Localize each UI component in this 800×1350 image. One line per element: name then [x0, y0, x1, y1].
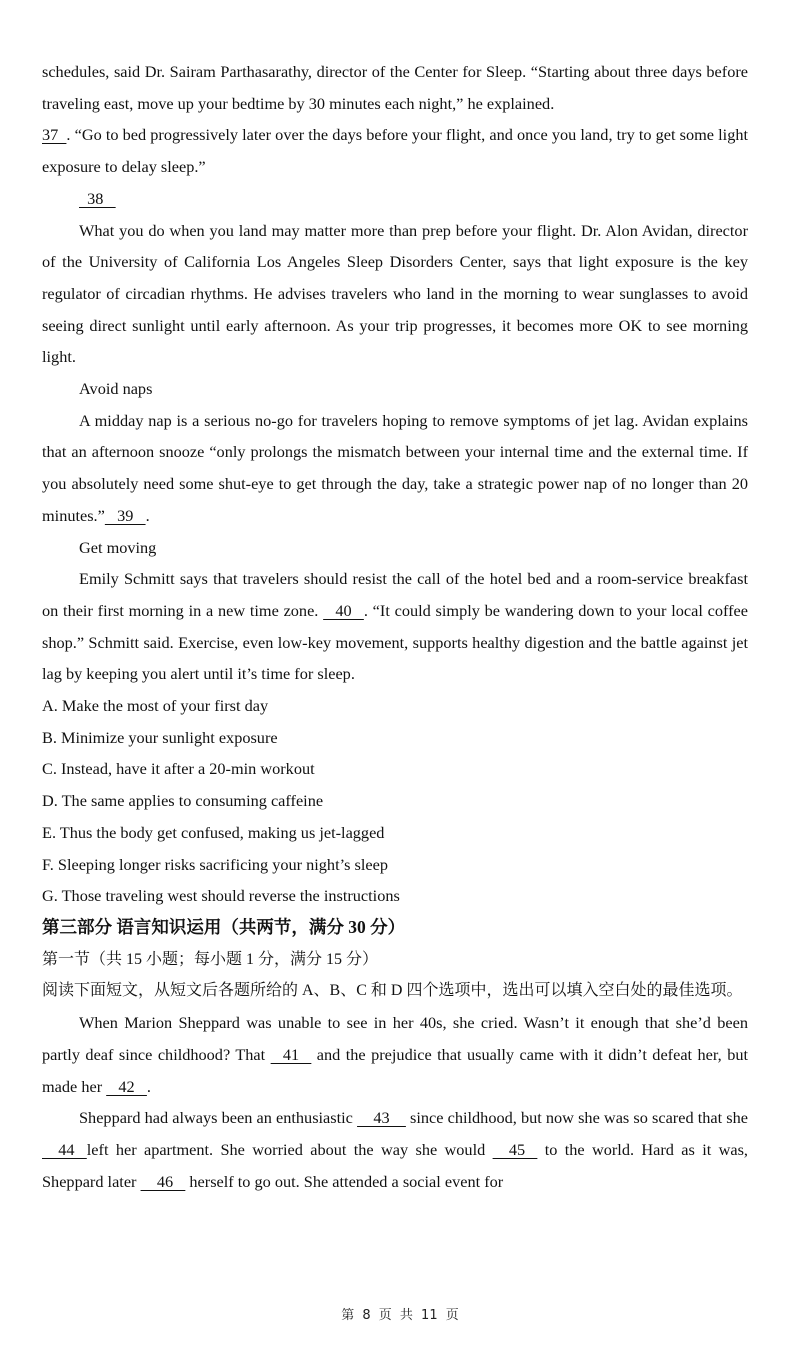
blank-37: 37: [42, 125, 67, 145]
passage-jet-lag: [42, 56, 748, 912]
paragraph-avidan-light: What you do when you land may matter more than prep before your flight. Dr. Alon Avidan, director of the University of California Los Angeles Sleep Disorders Center, says that light exposure is the key regulator of circadian rhythms. He advises travelers who land in the morning to wear sunglasses to avoid seeing direct sunlight until early afternoon. As your trip progresses, it becomes more OK to see morning light.: [42, 220, 748, 367]
option-f: F. Sleeping longer risks sacrificing your night’s sleep: [42, 854, 388, 874]
page-footer: 第 8 页 共 11 页: [341, 1308, 459, 1323]
option-g: G. Those traveling west should reverse the instructions: [42, 886, 400, 906]
paragraph-sheppard-2: Sheppard had always been an enthusiastic 43 since childhood, but now she was so scared that she 44 left her apartment. She worried about the way she would 45 to the world. Hard as it was, Sheppard later 46 herself to go out. She attended a social event for: [42, 1102, 748, 1197]
blank-43: 43: [357, 1108, 406, 1128]
paragraph-sheppard-1: When Marion Sheppard was unable to see in her 40s, she cried. Wasn’t it enough that she’d been partly deaf since childhood? That 41 and the prejudice that usually came with it didn’t defeat her, but made her 42 .: [42, 1007, 748, 1102]
blank-40: 40: [323, 600, 364, 620]
exam-page: [42, 56, 748, 1197]
paragraph-schmitt: Emily Schmitt says that travelers should resist the call of the hotel bed and a room-service breakfast on their first morning in a new time zone. 40 . “It could simply be wandering down to your local coffee shop.” Schmitt said. Exercise, even low-key movement, supports healthy digestion and the battle against jet lag by keeping you alert until it’s time for sleep.: [42, 569, 748, 684]
blank-42: 42: [106, 1076, 147, 1096]
option-c: C. Instead, have it after a 20-min workout: [42, 759, 315, 779]
option-e: E. Thus the body get confused, making us jet-lagged: [42, 822, 385, 842]
blank-41: 41: [270, 1044, 312, 1064]
blank-46: 46: [140, 1171, 186, 1191]
paragraph-parthasarathy: schedules, said Dr. Sairam Parthasarathy, director of the Center for Sleep. “Starting about three days before traveling east, move up your bedtime by 30 minutes each night,” he explained. 37 . “Go to bed progressively later over the days before your flight, and once you land, try to get some light exposure to delay sleep.”: [42, 62, 748, 177]
passage-sheppard: [42, 1007, 748, 1197]
blank-38-line: [42, 183, 748, 215]
section-instruction: 阅读下面短文，从短文后各题所给的 A、B、C 和 D 四个选项中，选出可以填入空白处的最佳选项。: [42, 982, 743, 1000]
subheading-get-moving: Get moving: [79, 537, 157, 557]
paragraph-naps: A midday nap is a serious no-go for travelers hoping to remove symptoms of jet lag. Avidan explains that an afternoon snooze “only prolongs the mismatch between your internal time and the external time. If you absolutely need some shut-eye to get through the day, take a strategic power nap of no longer than 20 minutes.” 39 .: [42, 405, 748, 532]
blank-44: 44: [42, 1139, 87, 1159]
option-b: B. Minimize your sunlight exposure: [42, 727, 278, 747]
options-list: [42, 690, 748, 912]
option-d: D. The same applies to consuming caffeine: [42, 791, 324, 811]
blank-39: 39: [104, 505, 146, 525]
blank-45: 45: [492, 1139, 538, 1159]
blank-38: 38: [79, 188, 116, 208]
section-one-label: 第一节（共 15 小题；每小题 1 分，满分 15 分）: [42, 950, 379, 968]
option-a: A. Make the most of your first day: [42, 696, 269, 716]
subheading-avoid-naps: Avoid naps: [79, 379, 153, 399]
part-three-heading: 第三部分 语言知识运用（共两节，满分 30 分）: [42, 916, 406, 937]
